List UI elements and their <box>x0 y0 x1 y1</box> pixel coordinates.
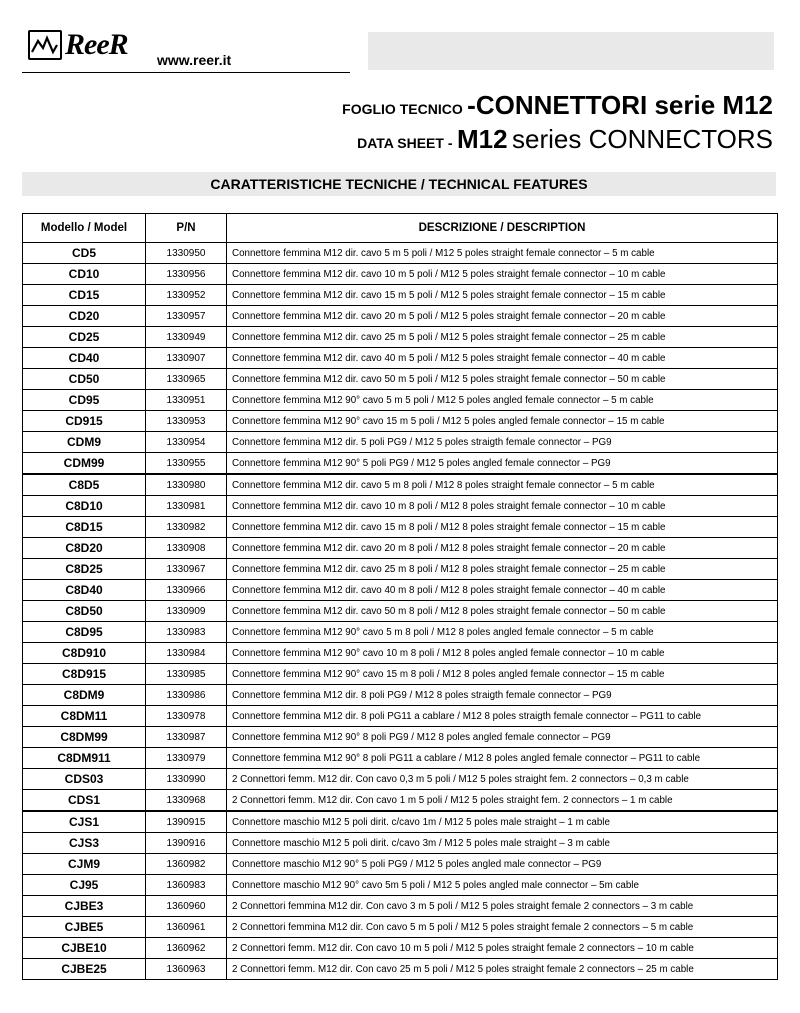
pn-cell: 1330968 <box>146 790 227 812</box>
model-cell: C8D910 <box>23 643 146 664</box>
pn-cell: 1360960 <box>146 896 227 917</box>
description-cell: Connettore femmina M12 90° 8 poli PG11 a cablare / M12 8 poles angled female connector – PG11 to cable <box>227 748 778 769</box>
model-cell: C8D15 <box>23 517 146 538</box>
description-cell: Connettore femmina M12 dir. cavo 25 m 8 poli / M12 8 poles straight female connector – 25 m cable <box>227 559 778 580</box>
pn-cell: 1330978 <box>146 706 227 727</box>
description-cell: Connettore maschio M12 90° 5 poli PG9 / M12 5 poles angled male connector – PG9 <box>227 854 778 875</box>
model-cell: CJBE10 <box>23 938 146 959</box>
pn-cell: 1330986 <box>146 685 227 706</box>
description-cell: 2 Connettori femmina M12 dir. Con cavo 5 m 5 poli / M12 5 poles straight female 2 connectors – 5 m cable <box>227 917 778 938</box>
pn-cell: 1330965 <box>146 369 227 390</box>
pn-cell: 1330985 <box>146 664 227 685</box>
header-gray-box <box>368 32 774 70</box>
table-row <box>23 390 778 411</box>
table-row <box>23 811 778 833</box>
title-english <box>357 124 773 155</box>
table-row <box>23 896 778 917</box>
description-cell: Connettore femmina M12 90° cavo 15 m 5 poli / M12 5 poles angled female connector – 15 m cable <box>227 411 778 432</box>
description-cell: Connettore maschio M12 5 poli dirit. c/cavo 3m / M12 5 poles male straight – 3 m cable <box>227 833 778 854</box>
description-cell: Connettore femmina M12 dir. cavo 25 m 5 poli / M12 5 poles straight female connector – 25 m cable <box>227 327 778 348</box>
pn-cell: 1330907 <box>146 348 227 369</box>
description-cell: Connettore femmina M12 dir. cavo 40 m 5 poli / M12 5 poles straight female connector – 40 m cable <box>227 348 778 369</box>
pn-cell: 1330980 <box>146 474 227 496</box>
description-cell: Connettore femmina M12 dir. cavo 20 m 5 poli / M12 5 poles straight female connector – 20 m cable <box>227 306 778 327</box>
pn-cell: 1330950 <box>146 243 227 264</box>
model-cell: C8D25 <box>23 559 146 580</box>
model-cell: CJBE25 <box>23 959 146 980</box>
reer-logo-mark <box>28 30 62 60</box>
header-rule <box>22 72 350 73</box>
pn-cell: 1360961 <box>146 917 227 938</box>
model-cell: C8D915 <box>23 664 146 685</box>
table-row <box>23 306 778 327</box>
table-row <box>23 496 778 517</box>
description-cell: Connettore femmina M12 90° 8 poli PG9 / M12 8 poles angled female connector – PG9 <box>227 727 778 748</box>
pn-cell: 1330981 <box>146 496 227 517</box>
description-cell: Connettore femmina M12 dir. cavo 10 m 8 poli / M12 8 poles straight female connector – 10 m cable <box>227 496 778 517</box>
model-cell: CD50 <box>23 369 146 390</box>
pn-cell: 1330987 <box>146 727 227 748</box>
model-cell: CJS3 <box>23 833 146 854</box>
pn-cell: 1330955 <box>146 453 227 475</box>
model-cell: C8D20 <box>23 538 146 559</box>
model-cell: CDM99 <box>23 453 146 475</box>
description-cell: Connettore femmina M12 90° cavo 5 m 8 poli / M12 8 poles angled female connector – 5 m cable <box>227 622 778 643</box>
pn-cell: 1330951 <box>146 390 227 411</box>
table-row <box>23 580 778 601</box>
model-cell: CD5 <box>23 243 146 264</box>
table-row <box>23 748 778 769</box>
pn-cell: 1330982 <box>146 517 227 538</box>
website-url[interactable]: www.reer.it <box>157 52 232 68</box>
pn-cell: 1330909 <box>146 601 227 622</box>
table-row <box>23 664 778 685</box>
model-cell: CJBE3 <box>23 896 146 917</box>
pn-cell: 1360982 <box>146 854 227 875</box>
pn-cell: 1330966 <box>146 580 227 601</box>
table-body <box>23 243 778 980</box>
title-italian <box>342 90 773 121</box>
table-row <box>23 790 778 812</box>
description-cell: Connettore femmina M12 dir. cavo 15 m 8 poli / M12 8 poles straight female connector – 15 m cable <box>227 517 778 538</box>
description-cell: Connettore femmina M12 dir. cavo 50 m 5 poli / M12 5 poles straight female connector – 50 m cable <box>227 369 778 390</box>
table-row <box>23 474 778 496</box>
table-row <box>23 938 778 959</box>
reer-logo <box>28 30 128 60</box>
pn-cell: 1390915 <box>146 811 227 833</box>
model-cell: CJBE5 <box>23 917 146 938</box>
table-row <box>23 833 778 854</box>
model-cell: CJM9 <box>23 854 146 875</box>
model-cell: CD20 <box>23 306 146 327</box>
model-cell: C8DM99 <box>23 727 146 748</box>
table-row <box>23 327 778 348</box>
description-cell: 2 Connettori femm. M12 dir. Con cavo 1 m 5 poli / M12 5 poles straight fem. 2 connectors – 1 m cable <box>227 790 778 812</box>
pn-cell: 1330979 <box>146 748 227 769</box>
table-row <box>23 411 778 432</box>
model-cell: CD95 <box>23 390 146 411</box>
pn-cell: 1330949 <box>146 327 227 348</box>
description-cell: Connettore femmina M12 dir. cavo 5 m 8 poli / M12 8 poles straight female connector – 5 m cable <box>227 474 778 496</box>
title-en-prefix: DATA SHEET - <box>357 135 453 151</box>
description-cell: Connettore femmina M12 dir. cavo 20 m 8 poli / M12 8 poles straight female connector – 20 m cable <box>227 538 778 559</box>
table-row <box>23 538 778 559</box>
description-cell: Connettore femmina M12 dir. 5 poli PG9 / M12 5 poles straigth female connector – PG9 <box>227 432 778 453</box>
title-en-main-bold: M12 <box>456 124 508 154</box>
section-title: CARATTERISTICHE TECNICHE / TECHNICAL FEATURES <box>22 172 776 196</box>
model-cell: CDM9 <box>23 432 146 453</box>
table-row <box>23 917 778 938</box>
description-cell: Connettore maschio M12 90° cavo 5m 5 poli / M12 5 poles angled male connector – 5m cable <box>227 875 778 896</box>
table-row <box>23 685 778 706</box>
pn-cell: 1330983 <box>146 622 227 643</box>
logo-text: ReeR <box>65 28 128 61</box>
table-row <box>23 875 778 896</box>
column-header-model: Modello / Model <box>23 214 146 243</box>
model-cell: CDS03 <box>23 769 146 790</box>
pn-cell: 1390916 <box>146 833 227 854</box>
model-cell: CD40 <box>23 348 146 369</box>
table-row <box>23 559 778 580</box>
description-cell: Connettore maschio M12 5 poli dirit. c/cavo 1m / M12 5 poles male straight – 1 m cable <box>227 811 778 833</box>
description-cell: 2 Connettori femm. M12 dir. Con cavo 25 m 5 poli / M12 5 poles straight female 2 connectors – 25 m cable <box>227 959 778 980</box>
model-cell: CD25 <box>23 327 146 348</box>
table-row <box>23 348 778 369</box>
table-row <box>23 453 778 475</box>
description-cell: 2 Connettori femm. M12 dir. Con cavo 10 m 5 poli / M12 5 poles straight female 2 connectors – 10 m cable <box>227 938 778 959</box>
pn-cell: 1360962 <box>146 938 227 959</box>
table-row <box>23 854 778 875</box>
description-cell: Connettore femmina M12 dir. cavo 15 m 5 poli / M12 5 poles straight female connector – 15 m cable <box>227 285 778 306</box>
model-cell: C8DM9 <box>23 685 146 706</box>
table-row <box>23 243 778 264</box>
model-cell: C8DM911 <box>23 748 146 769</box>
title-it-main: -CONNETTORI serie M12 <box>467 90 773 120</box>
pn-cell: 1330954 <box>146 432 227 453</box>
description-cell: Connettore femmina M12 dir. cavo 10 m 5 poli / M12 5 poles straight female connector – 10 m cable <box>227 264 778 285</box>
pn-cell: 1330952 <box>146 285 227 306</box>
table-row <box>23 369 778 390</box>
model-cell: C8D95 <box>23 622 146 643</box>
table-row <box>23 769 778 790</box>
table-row <box>23 727 778 748</box>
table-row <box>23 601 778 622</box>
table-row <box>23 622 778 643</box>
table-header-row <box>23 214 778 243</box>
table-row <box>23 643 778 664</box>
model-cell: C8D5 <box>23 474 146 496</box>
connectors-table <box>22 213 778 980</box>
model-cell: CD10 <box>23 264 146 285</box>
model-cell: C8D40 <box>23 580 146 601</box>
description-cell: Connettore femmina M12 90° cavo 10 m 8 poli / M12 8 poles angled female connector – 10 m cable <box>227 643 778 664</box>
pn-cell: 1330967 <box>146 559 227 580</box>
description-cell: Connettore femmina M12 90° cavo 15 m 8 poli / M12 8 poles angled female connector – 15 m cable <box>227 664 778 685</box>
description-cell: 2 Connettori femmina M12 dir. Con cavo 3 m 5 poli / M12 5 poles straight female 2 connectors – 3 m cable <box>227 896 778 917</box>
description-cell: Connettore femmina M12 dir. cavo 40 m 8 poli / M12 8 poles straight female connector – 40 m cable <box>227 580 778 601</box>
pn-cell: 1330984 <box>146 643 227 664</box>
model-cell: CD915 <box>23 411 146 432</box>
title-it-prefix: FOGLIO TECNICO <box>342 101 463 117</box>
pn-cell: 1330990 <box>146 769 227 790</box>
model-cell: C8DM11 <box>23 706 146 727</box>
pn-cell: 1330908 <box>146 538 227 559</box>
table-row <box>23 517 778 538</box>
table-row <box>23 264 778 285</box>
description-cell: Connettore femmina M12 90° 5 poli PG9 / M12 5 poles angled female connector – PG9 <box>227 453 778 475</box>
description-cell: Connettore femmina M12 90° cavo 5 m 5 poli / M12 5 poles angled female connector – 5 m cable <box>227 390 778 411</box>
model-cell: CJ95 <box>23 875 146 896</box>
model-cell: CDS1 <box>23 790 146 812</box>
pn-cell: 1330953 <box>146 411 227 432</box>
pn-cell: 1330957 <box>146 306 227 327</box>
column-header-description: DESCRIZIONE / DESCRIPTION <box>227 214 778 243</box>
model-cell: CJS1 <box>23 811 146 833</box>
title-en-main-rest: series CONNECTORS <box>511 124 773 154</box>
description-cell: Connettore femmina M12 dir. cavo 50 m 8 poli / M12 8 poles straight female connector – 50 m cable <box>227 601 778 622</box>
pn-cell: 1330956 <box>146 264 227 285</box>
description-cell: Connettore femmina M12 dir. 8 poli PG9 / M12 8 poles straigth female connector – PG9 <box>227 685 778 706</box>
model-cell: C8D10 <box>23 496 146 517</box>
description-cell: Connettore femmina M12 dir. 8 poli PG11 a cablare / M12 8 poles straigth female connector – PG11 to cable <box>227 706 778 727</box>
pn-cell: 1360963 <box>146 959 227 980</box>
table-row <box>23 959 778 980</box>
description-cell: Connettore femmina M12 dir. cavo 5 m 5 poli / M12 5 poles straight female connector – 5 m cable <box>227 243 778 264</box>
pn-cell: 1360983 <box>146 875 227 896</box>
table-row <box>23 432 778 453</box>
column-header-pn: P/N <box>146 214 227 243</box>
table-row <box>23 706 778 727</box>
model-cell: C8D50 <box>23 601 146 622</box>
table-row <box>23 285 778 306</box>
description-cell: 2 Connettori femm. M12 dir. Con cavo 0,3 m 5 poli / M12 5 poles straight fem. 2 connectors – 0,3 m cable <box>227 769 778 790</box>
model-cell: CD15 <box>23 285 146 306</box>
